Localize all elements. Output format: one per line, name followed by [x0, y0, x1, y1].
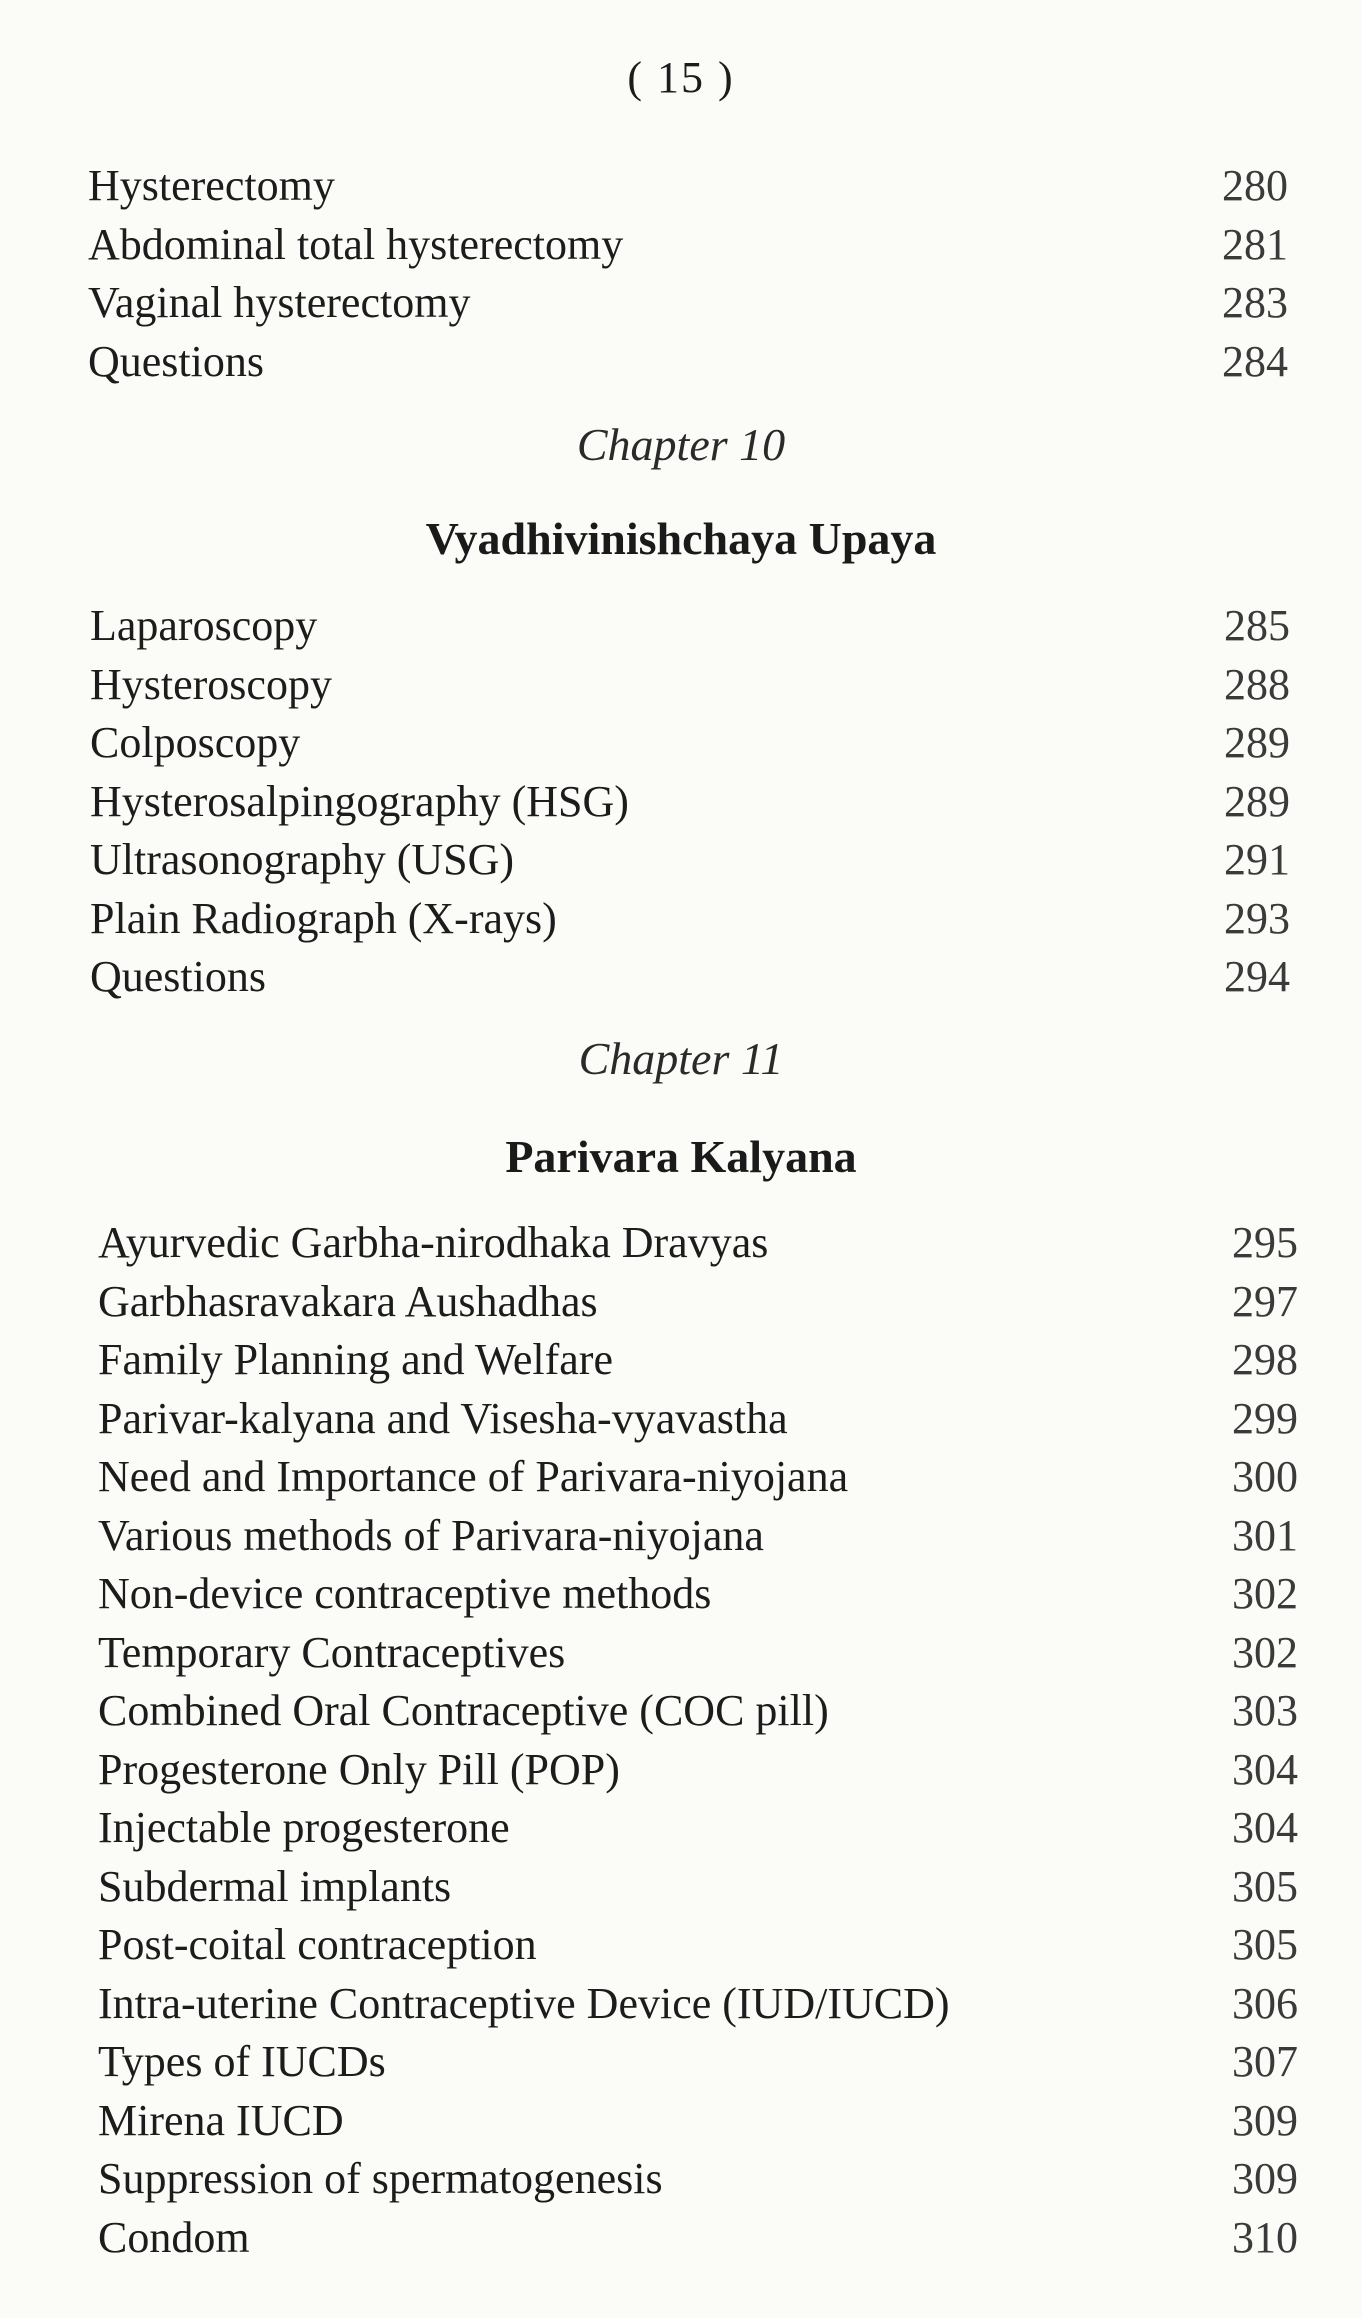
entry-page: 304	[1232, 1744, 1298, 1794]
toc-entry	[90, 773, 1290, 832]
toc-entry	[98, 1331, 1298, 1390]
entry-page: 300	[1232, 1452, 1298, 1501]
entry-page: 306	[1232, 1978, 1298, 2028]
entry-page: 297	[1232, 1276, 1298, 1326]
entry-page: 293	[1224, 893, 1290, 943]
toc-entry	[98, 1214, 1298, 1273]
toc-entry	[98, 1916, 1298, 1975]
entry-title: Plain Radiograph (X-rays)	[90, 893, 557, 943]
entry-page: 302	[1232, 1569, 1298, 1618]
toc-entry	[98, 2092, 1298, 2151]
toc-entry	[98, 1799, 1298, 1858]
entry-page: 309	[1232, 2154, 1298, 2203]
entry-page: 280	[1222, 161, 1288, 210]
entry-page: 301	[1232, 1510, 1298, 1560]
entry-page: 291	[1224, 835, 1290, 884]
entry-title: Injectable progesterone	[98, 1803, 510, 1852]
toc-entry	[98, 1448, 1298, 1507]
entry-title: Questions	[88, 336, 264, 386]
toc-entry	[98, 2033, 1298, 2092]
entry-title: Non-device contraceptive methods	[98, 1569, 712, 1618]
entry-page: 305	[1232, 1861, 1298, 1911]
entry-title: Mirena IUCD	[98, 2095, 344, 2145]
entry-title: Garbhasravakara Aushadhas	[98, 1276, 598, 1326]
entry-page: 299	[1232, 1393, 1298, 1443]
entry-title: Intra-uterine Contraceptive Device (IUD/IUCD)	[98, 1978, 950, 2028]
toc-entry	[98, 1624, 1298, 1683]
toc-entry	[98, 1565, 1298, 1624]
toc-entry	[98, 1975, 1298, 2034]
entry-title: Family Planning and Welfare	[98, 1335, 613, 1384]
toc-entry	[98, 2150, 1298, 2209]
entry-page: 310	[1232, 2212, 1298, 2262]
entry-title: Colposcopy	[90, 718, 301, 767]
entry-title: Abdominal total hysterectomy	[88, 219, 624, 269]
entry-page: 285	[1224, 601, 1290, 650]
entry-page: 309	[1232, 2095, 1298, 2145]
entry-title: Ayurvedic Garbha-nirodhaka Dravyas	[98, 1218, 769, 1267]
entry-title: Types of IUCDs	[98, 2037, 386, 2086]
entry-title: Combined Oral Contraceptive (COC pill)	[98, 1686, 829, 1735]
entry-page: 288	[1224, 659, 1290, 709]
entry-page: 303	[1232, 1686, 1298, 1735]
toc-entry	[90, 597, 1290, 656]
toc-entry	[88, 333, 1288, 392]
entry-title: Condom	[98, 2212, 250, 2262]
chapter-11-label: Chapter 11	[578, 1033, 784, 1084]
entry-title: Subdermal implants	[98, 1861, 452, 1911]
entry-page: 307	[1232, 2037, 1298, 2086]
toc-section-top	[88, 157, 1288, 391]
entry-title: Temporary Contraceptives	[98, 1627, 566, 1677]
chapter-10-label: Chapter 10	[576, 419, 786, 470]
toc-entry	[98, 1858, 1298, 1917]
entry-page: 304	[1232, 1803, 1298, 1852]
toc-entry	[98, 2209, 1298, 2268]
toc-entry	[90, 831, 1290, 890]
entry-page: 289	[1224, 718, 1290, 767]
toc-entry	[88, 274, 1288, 333]
entry-title: Questions	[90, 952, 266, 1001]
entry-title: Parivar-kalyana and Visesha-vyavastha	[98, 1393, 788, 1443]
entry-title: Ultrasonography (USG)	[90, 835, 515, 884]
entry-title: Hysterosalpingography (HSG)	[90, 776, 629, 826]
toc-entry	[90, 656, 1290, 715]
entry-page: 294	[1224, 952, 1290, 1001]
entry-page: 302	[1232, 1627, 1298, 1677]
entry-title: Post-coital contraception	[98, 1920, 537, 1969]
toc-entry	[90, 714, 1290, 773]
entry-page: 298	[1232, 1335, 1298, 1384]
toc-section-chapter-10	[90, 597, 1290, 1007]
entry-title: Hysterectomy	[88, 161, 335, 210]
entry-title: Need and Importance of Parivara-niyojana	[98, 1452, 849, 1501]
toc-entry	[98, 1682, 1298, 1741]
toc-entry	[90, 890, 1290, 949]
entry-title: Suppression of spermatogenesis	[98, 2154, 663, 2203]
entry-title: Various methods of Parivara-niyojana	[98, 1510, 764, 1560]
toc-section-chapter-11	[98, 1214, 1298, 2267]
toc-entry	[98, 1741, 1298, 1800]
entry-title: Progesterone Only Pill (POP)	[98, 1744, 620, 1794]
toc-entry	[98, 1507, 1298, 1566]
entry-page: 289	[1224, 776, 1290, 826]
entry-page: 305	[1232, 1920, 1298, 1969]
toc-entry	[98, 1390, 1298, 1449]
entry-title: Vaginal hysterectomy	[88, 278, 471, 327]
entry-page: 281	[1222, 219, 1288, 269]
entry-page: 284	[1222, 336, 1288, 386]
toc-entry	[88, 216, 1288, 275]
entry-title: Hysteroscopy	[90, 659, 332, 709]
chapter-11-title: Parivara Kalyana	[505, 1131, 857, 1182]
entry-page: 295	[1232, 1218, 1298, 1267]
entry-title: Laparoscopy	[90, 601, 318, 650]
entry-page: 283	[1222, 278, 1288, 327]
toc-entry	[90, 948, 1290, 1007]
toc-entry	[88, 157, 1288, 216]
toc-entry	[98, 1273, 1298, 1332]
chapter-10-title: Vyadhivinishchaya Upaya	[425, 513, 937, 564]
page-number: ( 15 )	[627, 53, 735, 102]
